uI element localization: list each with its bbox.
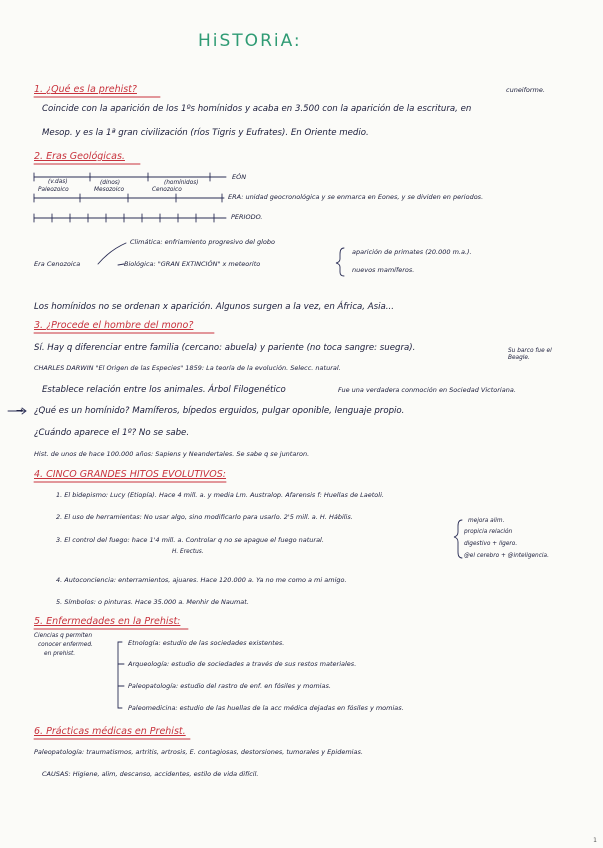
section-3-heading: 3. ¿Procede el hombre del mono?: [34, 320, 194, 331]
hito-2: 2. El uso de herramientas: No usar algo, sino modificarlo para usarlo. 2'5 mill. a. H. Hábilis.: [56, 513, 353, 521]
side-note-3: en prehist.: [44, 651, 76, 657]
hito-3-note-1: mejora alim.: [468, 518, 505, 524]
section-1-heading: 1. ¿Qué es la prehist?: [34, 84, 137, 95]
page-title: HiSTORiA:: [198, 31, 302, 51]
era-cenozoica-label: Era Cenozoica: [34, 260, 81, 268]
hominidos-line: Los homínidos no se ordenan x aparición. Algunos surgen a la vez, en África, Asia...: [34, 302, 394, 312]
paleopatologia-line: Paleopatología: traumatismos, artritis, artrosis, E. contagiosas, destorsiones, tumorales y Epidemias.: [34, 748, 363, 756]
establece-line: Establece relación entre los animales. Árbol Filogenético: [42, 385, 286, 395]
section-6-heading: 6. Prácticas médicas en Prehist.: [34, 726, 186, 737]
hito-3-note-2: propicia relación: [464, 529, 513, 535]
hito-3: 3. El control del fuego: hace 1'4 mill. a. Controlar q no se apague el fuego natural.: [56, 536, 324, 544]
hito-1: 1. El bidepismo: Lucy (Etiopía). Hace 4 mill. a. y media Lm. Australop. Afarensis f: Huellas de Laetoli.: [56, 491, 384, 499]
brace-aparicion: [336, 248, 344, 276]
label-periodo: PERIODO.: [231, 213, 263, 221]
climatica-line: Climática: enfriamiento progresivo del globo: [130, 238, 276, 246]
page-number: 1: [593, 837, 597, 844]
causas-line: CAUSAS: Higiene, alim, descanso, accidentes, estilo de vida difícil.: [42, 770, 259, 778]
conmocion-line: Fue una verdadera conmoción en Sociedad Victoriana.: [338, 386, 516, 394]
ciencia-paleopatologia: Paleopatología: estudio del rastro de enf. en fósiles y momias.: [128, 682, 331, 690]
section-2-heading: 2. Eras Geológicas.: [34, 151, 125, 162]
arrow-mark: →: [16, 406, 24, 416]
ciencia-paleomedicina: Paleomedicina: estudio de las huellas de la acc médica dejadas en fósiles y momias.: [128, 704, 404, 712]
margin-note-beagle: Su barco fue el Beagle.: [508, 348, 552, 361]
timeline-label-vdas: (v.das): [48, 179, 68, 185]
hito-3-note-4: @el cerebro + @inteligencia.: [464, 553, 549, 559]
hito-3-sub: H. Erectus.: [172, 549, 204, 555]
label-eon: EÓN: [232, 173, 247, 181]
timeline-label-dinos: (dinos): [100, 180, 121, 186]
section-4-heading: 4. CINCO GRANDES HITOS EVOLUTIVOS:: [34, 469, 227, 480]
hito-3-note-3: digestivo + ligero.: [464, 541, 518, 547]
margin-note-cuneiforme: cuneiforme.: [506, 86, 545, 94]
ciencia-etnologia: Etnología: estudio de las sociedades existentes.: [128, 639, 285, 647]
branch-climatica: [98, 243, 126, 264]
darwin-line: CHARLES DARWIN "El Origen de las Especies" 1859: La teoría de la evolución. Selecc. natural.: [34, 364, 341, 372]
cuando-question: ¿Cuándo aparece el 1º? No se sabe.: [34, 428, 190, 438]
section-1-line2: Mesop. y es la 1ª gran civilización (ríos Tigris y Eufrates). En Oriente medio.: [42, 128, 369, 138]
timeline-era-cenozoico: Cenozoico: [152, 187, 182, 193]
side-note-2: conocer enfermed.: [38, 642, 93, 648]
hito-4: 4. Autoconciencia: enterramientos, ajuares. Hace 120.000 a. Ya no me como a mi amigo.: [56, 576, 347, 584]
hist-line: Hist. de unos de hace 100.000 años: Sapiens y Neandertales. Se sabe q se juntaron.: [34, 450, 310, 458]
brace-item-mamiferos: nuevos mamíferos.: [352, 266, 415, 274]
si-line: Sí. Hay q diferenciar entre familia (cercano: abuela) y pariente (no toca sangre: suegra).: [34, 343, 416, 353]
brace-item-primates: aparición de primates (20.000 m.a.).: [352, 248, 472, 256]
section-5-heading: 5. Enfermedades en la Prehist:: [34, 616, 181, 627]
ciencia-arqueologia: Arqueología: estudio de sociedades a través de sus restos materiales.: [128, 660, 357, 668]
label-era-definition: ERA: unidad geocronológica y se enmarca en Eones, y se dividen en periodos.: [228, 193, 484, 201]
side-note-1: Ciencias q permiten: [34, 633, 93, 639]
biologica-line: Biológica: "GRAN EXTINCIÓN" x meteorito: [124, 260, 261, 268]
hominido-question: ¿Qué es un homínido? Mamíferos, bípedos erguidos, pulgar oponible, lenguaje propio.: [34, 406, 405, 416]
bracket-ciencias: [118, 642, 122, 708]
hito-5: 5. Símbolos: o pinturas. Hace 35.000 a. Menhir de Naumat.: [56, 598, 249, 606]
timeline-era-paleozoico: Paleozoico: [38, 187, 69, 193]
section-1-line1: Coincide con la aparición de los 1ºs homínidos y acaba en 3.500 con la aparición de la escritura, en: [42, 104, 472, 114]
timeline-label-hominidos: (homínidos): [164, 180, 199, 186]
timeline-era-mesozoico: Mesozoico: [94, 187, 125, 193]
